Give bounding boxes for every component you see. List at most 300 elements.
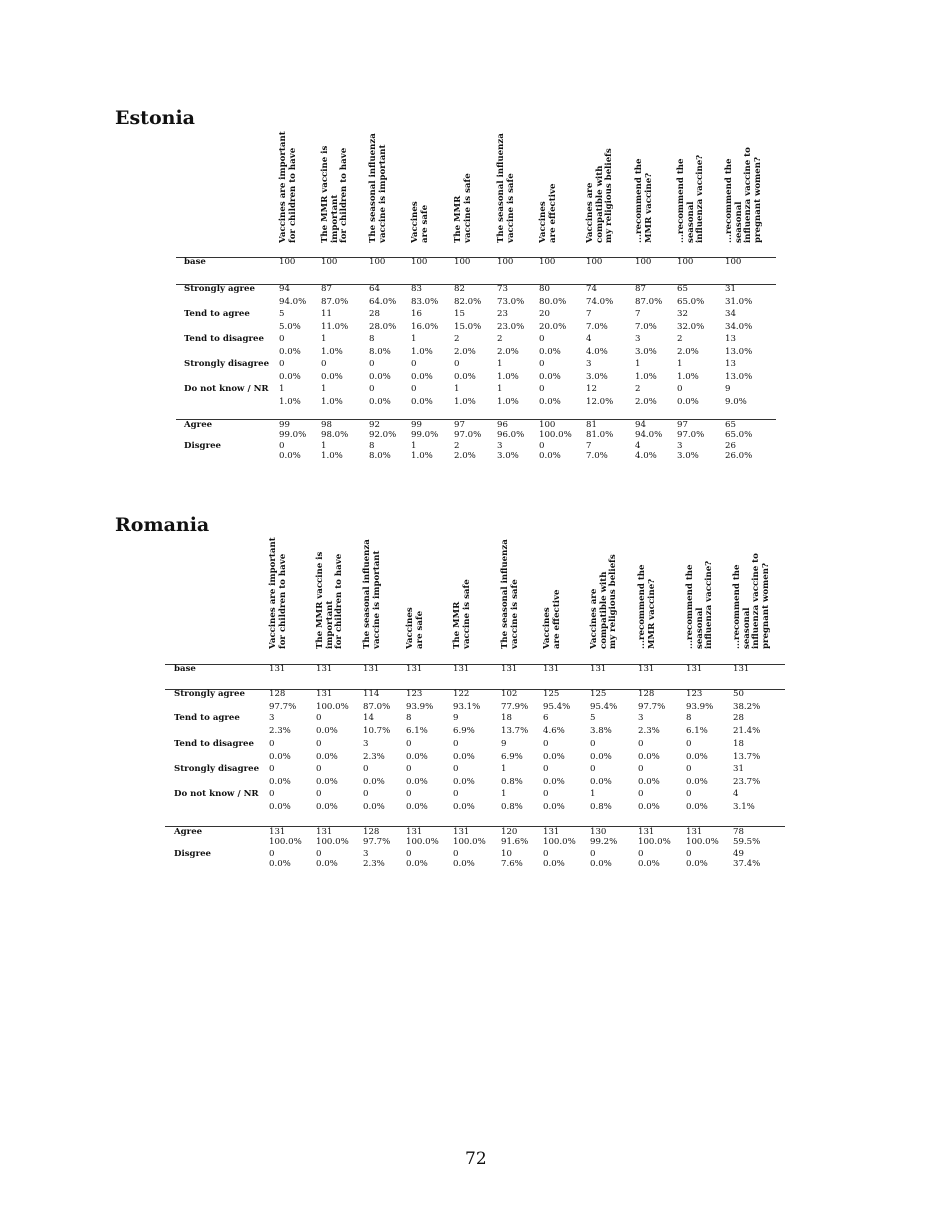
summary-percent: 94.0% xyxy=(635,430,663,440)
percent-cell: 0.0% xyxy=(269,802,291,812)
count-cell: 0 xyxy=(363,764,369,774)
count-cell: 8 xyxy=(406,713,412,723)
percent-cell: 0.0% xyxy=(453,802,475,812)
count-cell: 0 xyxy=(406,764,412,774)
count-cell: 0 xyxy=(686,789,692,799)
percent-cell: 0.0% xyxy=(411,372,433,382)
summary-label: Agree xyxy=(184,420,213,430)
percent-cell: 0.0% xyxy=(686,777,708,787)
percent-cell: 28.0% xyxy=(369,322,397,332)
summary-percent: 4.0% xyxy=(635,451,657,461)
count-cell: 18 xyxy=(501,713,512,723)
percent-cell: 15.0% xyxy=(454,322,482,332)
count-cell: 0 xyxy=(539,334,545,344)
count-cell: 0 xyxy=(269,739,275,749)
summary-count: 0 xyxy=(543,849,549,859)
count-cell: 0 xyxy=(279,334,285,344)
count-cell: 87 xyxy=(321,284,332,294)
summary-percent: 100.0% xyxy=(453,837,486,847)
count-cell: 122 xyxy=(453,689,470,699)
count-cell: 28 xyxy=(369,309,380,319)
column-header: Vaccines are safe xyxy=(405,607,425,649)
base-value: 100 xyxy=(725,257,742,267)
percent-cell: 7.0% xyxy=(586,322,608,332)
count-cell: 4 xyxy=(733,789,739,799)
base-value: 131 xyxy=(501,664,518,674)
summary-count: 49 xyxy=(733,849,744,859)
percent-cell: 0.0% xyxy=(279,347,301,357)
count-cell: 0 xyxy=(453,764,459,774)
summary-count: 131 xyxy=(543,827,560,837)
percent-cell: 0.0% xyxy=(539,397,561,407)
summary-count: 65 xyxy=(725,420,736,430)
count-cell: 31 xyxy=(733,764,744,774)
row-label: Do not know / NR xyxy=(184,384,269,394)
column-header: The MMR vaccine is safe xyxy=(452,579,472,649)
summary-count: 98 xyxy=(321,420,332,430)
percent-cell: 0.0% xyxy=(406,752,428,762)
count-cell: 87 xyxy=(635,284,646,294)
summary-label: Disgree xyxy=(184,441,222,451)
row-label: Strongly disagree xyxy=(184,359,270,369)
count-cell: 1 xyxy=(321,384,327,394)
column-header: Vaccines are safe xyxy=(410,201,430,243)
column-header: The seasonal influenza vaccine is safe xyxy=(496,133,516,243)
count-cell: 123 xyxy=(406,689,423,699)
count-cell: 0 xyxy=(369,359,375,369)
base-value: 100 xyxy=(321,257,338,267)
count-cell: 11 xyxy=(321,309,332,319)
summary-percent: 0.0% xyxy=(269,859,291,869)
base-value: 131 xyxy=(453,664,470,674)
summary-count: 94 xyxy=(635,420,646,430)
base-value: 100 xyxy=(279,257,296,267)
count-cell: 0 xyxy=(369,384,375,394)
count-cell: 128 xyxy=(638,689,655,699)
summary-count: 2 xyxy=(454,441,460,451)
percent-cell: 0.0% xyxy=(590,777,612,787)
summary-percent: 65.0% xyxy=(725,430,753,440)
percent-cell: 0.8% xyxy=(501,802,523,812)
count-cell: 5 xyxy=(590,713,596,723)
base-value: 131 xyxy=(543,664,560,674)
percent-cell: 13.7% xyxy=(501,726,529,736)
percent-cell: 38.2% xyxy=(733,702,761,712)
row-label: Tend to agree xyxy=(184,309,250,319)
count-cell: 0 xyxy=(638,789,644,799)
row-label-base: base xyxy=(184,257,206,267)
percent-cell: 23.0% xyxy=(497,322,525,332)
column-header: Vaccines are effective xyxy=(538,183,558,243)
count-cell: 80 xyxy=(539,284,550,294)
percent-cell: 21.4% xyxy=(733,726,761,736)
percent-cell: 4.0% xyxy=(586,347,608,357)
summary-count: 0 xyxy=(269,849,275,859)
percent-cell: 6.9% xyxy=(501,752,523,762)
summary-count: 100 xyxy=(539,420,556,430)
count-cell: 8 xyxy=(686,713,692,723)
column-header: ...recommend the seasonal influenza vaccine? xyxy=(676,154,706,243)
summary-count: 3 xyxy=(497,441,503,451)
row-label: Strongly agree xyxy=(174,689,245,699)
count-cell: 13 xyxy=(725,359,736,369)
column-header: ...recommend the seasonal influenza vaccine? xyxy=(685,560,715,649)
percent-cell: 93.1% xyxy=(453,702,481,712)
percent-cell: 1.0% xyxy=(411,347,433,357)
percent-cell: 0.0% xyxy=(406,802,428,812)
percent-cell: 0.0% xyxy=(543,752,565,762)
percent-cell: 97.7% xyxy=(638,702,666,712)
percent-cell: 73.0% xyxy=(497,297,525,307)
row-label: Do not know / NR xyxy=(174,789,259,799)
summary-count: 0 xyxy=(316,849,322,859)
base-value: 100 xyxy=(677,257,694,267)
summary-label: Agree xyxy=(174,827,203,837)
count-cell: 82 xyxy=(454,284,465,294)
base-value: 131 xyxy=(686,664,703,674)
summary-percent: 1.0% xyxy=(321,451,343,461)
summary-percent: 98.0% xyxy=(321,430,349,440)
summary-percent: 100.0% xyxy=(543,837,576,847)
base-value: 131 xyxy=(363,664,380,674)
percent-cell: 1.0% xyxy=(279,397,301,407)
percent-cell: 0.0% xyxy=(363,777,385,787)
count-cell: 9 xyxy=(725,384,731,394)
percent-cell: 2.0% xyxy=(635,397,657,407)
count-cell: 16 xyxy=(411,309,422,319)
base-value: 131 xyxy=(638,664,655,674)
percent-cell: 6.9% xyxy=(453,726,475,736)
percent-cell: 0.8% xyxy=(590,802,612,812)
count-cell: 125 xyxy=(590,689,607,699)
count-cell: 7 xyxy=(586,309,592,319)
percent-cell: 64.0% xyxy=(369,297,397,307)
count-cell: 114 xyxy=(363,689,380,699)
count-cell: 8 xyxy=(369,334,375,344)
percent-cell: 93.9% xyxy=(406,702,434,712)
count-cell: 0 xyxy=(638,764,644,774)
summary-percent: 3.0% xyxy=(677,451,699,461)
count-cell: 1 xyxy=(635,359,641,369)
percent-cell: 4.6% xyxy=(543,726,565,736)
base-value: 100 xyxy=(497,257,514,267)
summary-percent: 99.0% xyxy=(279,430,307,440)
summary-percent: 2.0% xyxy=(454,451,476,461)
count-cell: 31 xyxy=(725,284,736,294)
row-label: Strongly agree xyxy=(184,284,255,294)
percent-cell: 1.0% xyxy=(321,397,343,407)
count-cell: 2 xyxy=(677,334,683,344)
percent-cell: 11.0% xyxy=(321,322,349,332)
percent-cell: 87.0% xyxy=(635,297,663,307)
percent-cell: 12.0% xyxy=(586,397,614,407)
count-cell: 0 xyxy=(279,359,285,369)
crosstab-romania xyxy=(165,537,785,880)
percent-cell: 1.0% xyxy=(497,372,519,382)
percent-cell: 0.0% xyxy=(269,752,291,762)
base-value: 131 xyxy=(733,664,750,674)
base-value: 100 xyxy=(369,257,386,267)
percent-cell: 74.0% xyxy=(586,297,614,307)
summary-count: 131 xyxy=(686,827,703,837)
summary-count: 97 xyxy=(454,420,465,430)
count-cell: 0 xyxy=(590,764,596,774)
percent-cell: 100.0% xyxy=(316,702,349,712)
summary-count: 26 xyxy=(725,441,736,451)
summary-percent: 0.0% xyxy=(543,859,565,869)
percent-cell: 0.0% xyxy=(369,372,391,382)
percent-cell: 0.0% xyxy=(406,777,428,787)
summary-percent: 100.0% xyxy=(638,837,671,847)
count-cell: 0 xyxy=(453,739,459,749)
summary-percent: 8.0% xyxy=(369,451,391,461)
summary-count: 120 xyxy=(501,827,518,837)
column-header: Vaccines are important for children to have xyxy=(278,131,298,243)
count-cell: 0 xyxy=(363,789,369,799)
column-header: The seasonal influenza vaccine is important xyxy=(368,133,388,243)
percent-cell: 32.0% xyxy=(677,322,705,332)
count-cell: 13 xyxy=(725,334,736,344)
percent-cell: 0.0% xyxy=(316,752,338,762)
column-header: ...recommend the MMR vaccine? xyxy=(637,564,657,649)
count-cell: 1 xyxy=(501,764,507,774)
summary-percent: 96.0% xyxy=(497,430,525,440)
count-cell: 2 xyxy=(497,334,503,344)
count-cell: 0 xyxy=(316,713,322,723)
percent-cell: 7.0% xyxy=(635,322,657,332)
percent-cell: 0.0% xyxy=(638,777,660,787)
summary-percent: 100.0% xyxy=(316,837,349,847)
summary-percent: 0.0% xyxy=(453,859,475,869)
percent-cell: 95.4% xyxy=(590,702,618,712)
percent-cell: 20.0% xyxy=(539,322,567,332)
count-cell: 12 xyxy=(586,384,597,394)
count-cell: 50 xyxy=(733,689,744,699)
percent-cell: 31.0% xyxy=(725,297,753,307)
summary-count: 130 xyxy=(590,827,607,837)
column-header: Vaccines are effective xyxy=(542,589,562,649)
count-cell: 0 xyxy=(543,739,549,749)
percent-cell: 0.0% xyxy=(316,802,338,812)
percent-cell: 0.0% xyxy=(316,777,338,787)
percent-cell: 0.0% xyxy=(321,372,343,382)
summary-count: 8 xyxy=(369,441,375,451)
summary-percent: 26.0% xyxy=(725,451,753,461)
count-cell: 74 xyxy=(586,284,597,294)
count-cell: 3 xyxy=(363,739,369,749)
row-label: Tend to agree xyxy=(174,713,240,723)
summary-percent: 99.0% xyxy=(411,430,439,440)
row-label-base: base xyxy=(174,664,196,674)
base-value: 131 xyxy=(316,664,333,674)
summary-percent: 0.0% xyxy=(539,451,561,461)
summary-percent: 100.0% xyxy=(269,837,302,847)
percent-cell: 0.8% xyxy=(501,777,523,787)
row-label: Strongly disagree xyxy=(174,764,260,774)
percent-cell: 2.3% xyxy=(269,726,291,736)
percent-cell: 0.0% xyxy=(543,777,565,787)
row-label: Tend to disagree xyxy=(184,334,264,344)
percent-cell: 93.9% xyxy=(686,702,714,712)
country-title-estonia: Estonia xyxy=(115,107,195,129)
count-cell: 0 xyxy=(406,739,412,749)
percent-cell: 0.0% xyxy=(543,802,565,812)
summary-percent: 0.0% xyxy=(590,859,612,869)
percent-cell: 23.7% xyxy=(733,777,761,787)
base-value: 100 xyxy=(539,257,556,267)
summary-count: 96 xyxy=(497,420,508,430)
count-cell: 0 xyxy=(638,739,644,749)
summary-percent: 0.0% xyxy=(279,451,301,461)
percent-cell: 0.0% xyxy=(363,802,385,812)
summary-count: 10 xyxy=(501,849,512,859)
summary-percent: 97.0% xyxy=(454,430,482,440)
count-cell: 0 xyxy=(677,384,683,394)
base-value: 100 xyxy=(635,257,652,267)
summary-count: 81 xyxy=(586,420,597,430)
count-cell: 15 xyxy=(454,309,465,319)
summary-percent: 100.0% xyxy=(539,430,572,440)
column-header: Vaccines are compatible with my religious beliefs xyxy=(585,148,615,243)
count-cell: 28 xyxy=(733,713,744,723)
summary-count: 128 xyxy=(363,827,380,837)
percent-cell: 87.0% xyxy=(363,702,391,712)
summary-percent: 7.6% xyxy=(501,859,523,869)
percent-cell: 1.0% xyxy=(497,397,519,407)
count-cell: 3 xyxy=(638,713,644,723)
count-cell: 1 xyxy=(501,789,507,799)
summary-percent: 0.0% xyxy=(638,859,660,869)
percent-cell: 5.0% xyxy=(279,322,301,332)
base-value: 131 xyxy=(269,664,286,674)
percent-cell: 0.0% xyxy=(269,777,291,787)
base-value: 131 xyxy=(406,664,423,674)
percent-cell: 97.7% xyxy=(269,702,297,712)
summary-count: 0 xyxy=(686,849,692,859)
summary-count: 0 xyxy=(638,849,644,859)
count-cell: 0 xyxy=(316,789,322,799)
count-cell: 0 xyxy=(316,764,322,774)
summary-count: 92 xyxy=(369,420,380,430)
summary-count: 0 xyxy=(406,849,412,859)
percent-cell: 13.7% xyxy=(733,752,761,762)
percent-cell: 87.0% xyxy=(321,297,349,307)
summary-percent: 3.0% xyxy=(497,451,519,461)
percent-cell: 0.0% xyxy=(686,752,708,762)
column-header: ...recommend the seasonal influenza vaccine to pregnant women? xyxy=(732,553,772,649)
base-value: 100 xyxy=(454,257,471,267)
count-cell: 0 xyxy=(269,789,275,799)
percent-cell: 0.0% xyxy=(638,752,660,762)
count-cell: 1 xyxy=(677,359,683,369)
summary-percent: 0.0% xyxy=(406,859,428,869)
summary-count: 131 xyxy=(638,827,655,837)
column-header: Vaccines are important for children to have xyxy=(268,537,288,649)
percent-cell: 2.0% xyxy=(677,347,699,357)
count-cell: 0 xyxy=(269,764,275,774)
page-number: 72 xyxy=(465,1149,487,1169)
count-cell: 0 xyxy=(543,789,549,799)
count-cell: 1 xyxy=(279,384,285,394)
count-cell: 73 xyxy=(497,284,508,294)
summary-count: 1 xyxy=(321,441,327,451)
summary-count: 0 xyxy=(279,441,285,451)
count-cell: 20 xyxy=(539,309,550,319)
summary-percent: 97.0% xyxy=(677,430,705,440)
summary-percent: 81.0% xyxy=(586,430,614,440)
count-cell: 0 xyxy=(539,384,545,394)
percent-cell: 0.0% xyxy=(539,372,561,382)
count-cell: 23 xyxy=(497,309,508,319)
percent-cell: 77.9% xyxy=(501,702,529,712)
percent-cell: 6.1% xyxy=(406,726,428,736)
column-header: Vaccines are compatible with my religious beliefs xyxy=(589,554,619,649)
count-cell: 94 xyxy=(279,284,290,294)
count-cell: 3 xyxy=(586,359,592,369)
percent-cell: 3.1% xyxy=(733,802,755,812)
percent-cell: 0.0% xyxy=(539,347,561,357)
count-cell: 1 xyxy=(411,334,417,344)
count-cell: 0 xyxy=(686,764,692,774)
count-cell: 3 xyxy=(635,334,641,344)
column-header: ...recommend the MMR vaccine? xyxy=(634,158,654,243)
percent-cell: 3.0% xyxy=(586,372,608,382)
summary-count: 4 xyxy=(635,441,641,451)
percent-cell: 0.0% xyxy=(677,397,699,407)
count-cell: 7 xyxy=(635,309,641,319)
summary-count: 7 xyxy=(586,441,592,451)
column-header: The seasonal influenza vaccine is important xyxy=(362,539,382,649)
column-header: ...recommend the seasonal influenza vaccine to pregnant women? xyxy=(724,147,764,243)
count-cell: 18 xyxy=(733,739,744,749)
percent-cell: 13.0% xyxy=(725,347,753,357)
count-cell: 1 xyxy=(454,384,460,394)
count-cell: 0 xyxy=(411,384,417,394)
count-cell: 0 xyxy=(543,764,549,774)
summary-count: 131 xyxy=(453,827,470,837)
percent-cell: 2.0% xyxy=(497,347,519,357)
percent-cell: 80.0% xyxy=(539,297,567,307)
count-cell: 0 xyxy=(454,359,460,369)
percent-cell: 6.1% xyxy=(686,726,708,736)
country-title-romania: Romania xyxy=(115,514,210,536)
percent-cell: 0.0% xyxy=(590,752,612,762)
summary-percent: 100.0% xyxy=(406,837,439,847)
percent-cell: 10.7% xyxy=(363,726,391,736)
percent-cell: 8.0% xyxy=(369,347,391,357)
percent-cell: 1.0% xyxy=(635,372,657,382)
summary-count: 0 xyxy=(453,849,459,859)
summary-percent: 99.2% xyxy=(590,837,618,847)
count-cell: 83 xyxy=(411,284,422,294)
summary-count: 131 xyxy=(316,827,333,837)
percent-cell: 1.0% xyxy=(677,372,699,382)
percent-cell: 0.0% xyxy=(316,726,338,736)
base-value: 100 xyxy=(586,257,603,267)
summary-count: 131 xyxy=(269,827,286,837)
percent-cell: 83.0% xyxy=(411,297,439,307)
percent-cell: 3.8% xyxy=(590,726,612,736)
summary-count: 3 xyxy=(363,849,369,859)
percent-cell: 13.0% xyxy=(725,372,753,382)
count-cell: 64 xyxy=(369,284,380,294)
percent-cell: 1.0% xyxy=(321,347,343,357)
percent-cell: 3.0% xyxy=(635,347,657,357)
count-cell: 0 xyxy=(316,739,322,749)
count-cell: 1 xyxy=(497,359,503,369)
percent-cell: 9.0% xyxy=(725,397,747,407)
summary-count: 97 xyxy=(677,420,688,430)
